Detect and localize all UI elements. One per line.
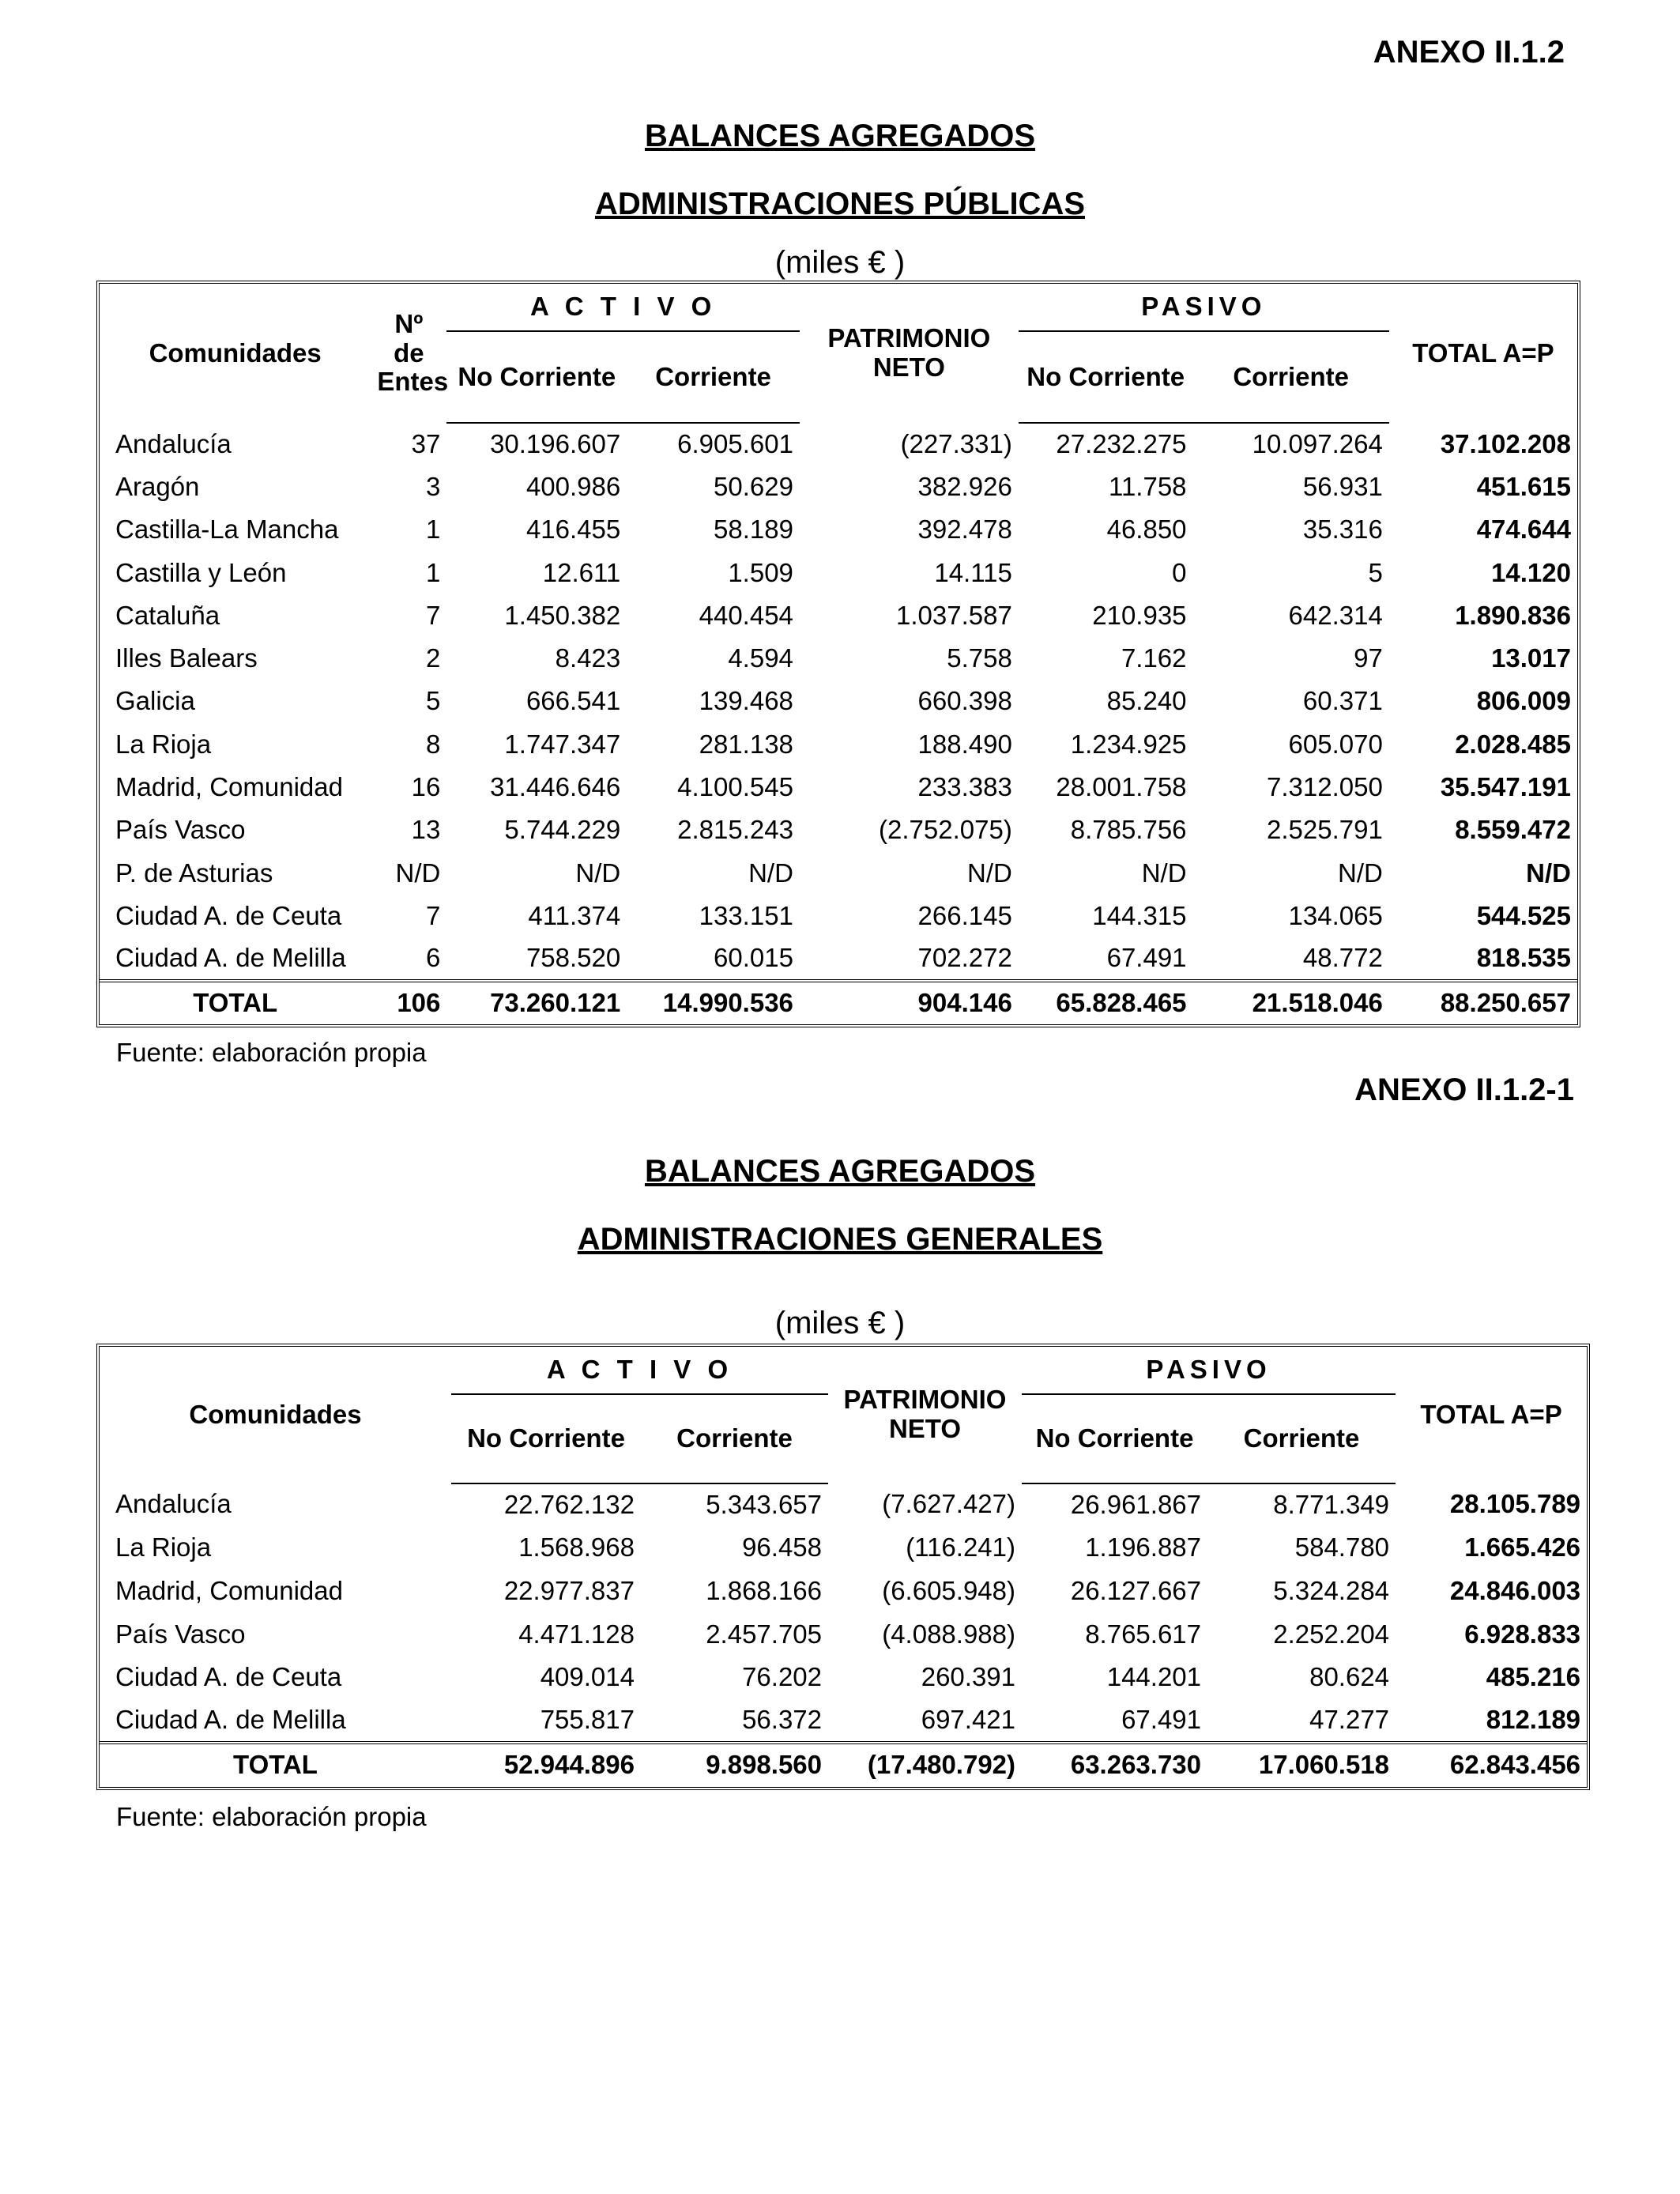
row-value-cell: 48.772 [1302,943,1383,973]
row-value-cell: 96.458 [742,1532,823,1563]
total-cell: 17.060.518 [1207,1743,1396,1787]
row-total-cell: 1.665.426 [1464,1532,1581,1563]
total-cell: 63.263.730 [1022,1743,1207,1787]
row-value-cell: 8.765.617 [1085,1619,1202,1649]
header-activo: A C T I V O [451,1347,828,1394]
row-value-cell: 133.151 [699,900,793,930]
table-row [100,594,1577,637]
row-value-cell: 16 [411,772,441,802]
row-value-cell: 1.509 [728,557,793,587]
table-row [100,938,1577,981]
row-value-cell: 7 [426,600,441,630]
header-activo: A C T I V O [446,284,800,331]
total-cell: 88.250.657 [1389,981,1577,1025]
row-total-cell: 6.928.833 [1464,1619,1581,1649]
row-community-name: Illes Balears [115,643,258,673]
title-balances-2: BALANCES AGREGADOS [644,1154,1036,1189]
row-value-cell: 10.097.264 [1252,429,1383,459]
header-comunidades: Comunidades [149,337,322,368]
row-value-cell: 382.926 [917,471,1012,501]
row-community-name: Castilla y León [115,557,287,587]
row-value-cell: (116.241) [906,1532,1016,1563]
row-value-cell: 67.491 [1121,1704,1202,1734]
row-value-cell: 6.905.601 [677,429,793,459]
row-community-name: La Rioja [115,729,212,759]
units-label-1: (miles € ) [774,245,906,280]
header-activo-corriente: Corriente [627,331,800,423]
row-total-cell: 35.547.191 [1440,772,1571,802]
table-row [100,1570,1587,1613]
row-value-cell: 400.986 [525,471,621,501]
table-row [100,423,1577,466]
row-value-cell: 1.234.925 [1070,729,1187,759]
row-value-cell: 1.568.968 [518,1532,635,1563]
row-value-cell: (227.331) [900,428,1012,458]
row-value-cell: 37 [411,428,441,458]
row-value-cell: 56.931 [1302,471,1383,501]
row-value-cell: 758.520 [525,943,621,973]
row-total-cell: 14.120 [1491,557,1571,587]
row-total-cell: 8.559.472 [1455,815,1571,845]
row-value-cell: 2 [426,643,441,673]
row-total-cell: 485.216 [1486,1662,1581,1692]
row-value-cell: 281.138 [699,729,793,759]
row-value-cell: 67.491 [1106,943,1187,973]
table-row [100,1613,1587,1657]
annex-label-1: ANEXO II.1.2 [1373,35,1565,70]
total-cell: 9.898.560 [641,1743,828,1787]
row-value-cell: 5.744.229 [504,815,621,845]
row-value-cell: 188.490 [917,729,1012,759]
row-value-cell: 2.252.204 [1273,1619,1390,1649]
row-community-name: Ciudad A. de Ceuta [115,900,342,930]
row-total-cell: 1.890.836 [1455,600,1571,630]
annex-label-2: ANEXO II.1.2-1 [1354,1072,1574,1107]
row-value-cell: 7.162 [1121,643,1187,673]
table-row [100,1483,1587,1527]
units-label-2: (miles € ) [774,1306,906,1340]
row-value-cell: 5.343.657 [706,1489,823,1519]
row-value-cell: 584.780 [1294,1532,1390,1563]
row-community-name: Aragón [115,471,200,501]
row-value-cell: 12.611 [542,557,621,587]
row-value-cell: 11.758 [1109,471,1187,501]
total-cell: 21.518.046 [1193,981,1389,1025]
row-total-cell: 818.535 [1476,943,1571,973]
row-value-cell: 1.747.347 [504,729,621,759]
header-total: TOTAL A=P [1412,337,1554,368]
table-row [100,1526,1587,1570]
row-value-cell: 139.468 [699,686,793,716]
table-total-row [100,1743,1587,1787]
table-row [100,723,1577,766]
row-value-cell: 702.272 [917,943,1012,973]
row-value-cell: 26.961.867 [1070,1489,1202,1519]
row-value-cell: 85.240 [1106,686,1187,716]
row-value-cell: 8.771.349 [1273,1489,1390,1519]
row-value-cell: 2.525.791 [1267,815,1383,845]
table-row [100,895,1577,937]
row-total-cell: 2.028.485 [1455,729,1571,759]
row-value-cell: 7.312.050 [1267,772,1383,802]
row-value-cell: 1 [426,515,441,545]
row-value-cell: 60.371 [1302,686,1383,716]
row-value-cell: 80.624 [1309,1662,1390,1692]
row-value-cell: 642.314 [1288,600,1383,630]
row-community-name: País Vasco [115,1619,246,1649]
header-entes: Nº de Entes [377,308,449,397]
row-community-name: La Rioja [115,1532,212,1563]
row-value-cell: 409.014 [540,1662,635,1692]
row-total-cell: 24.846.003 [1449,1575,1581,1605]
row-value-cell: 97 [1354,643,1383,673]
row-value-cell: 47.277 [1309,1704,1390,1734]
table-row [100,852,1577,895]
header-pasivo: PASIVO [1022,1347,1396,1394]
row-value-cell: 666.541 [525,686,621,716]
row-community-name: Andalucía [115,1489,232,1519]
row-value-cell: 31.446.646 [490,772,621,802]
header-patrimonio: PATRIMONIO NETO [843,1385,1007,1444]
row-total-cell: 451.615 [1476,471,1571,501]
row-community-name: País Vasco [115,815,246,845]
title-balances-1: BALANCES AGREGADOS [644,119,1036,153]
table-row [100,552,1577,594]
row-community-name: Castilla-La Mancha [115,515,339,545]
row-value-cell: 210.935 [1092,600,1187,630]
row-value-cell: 22.977.837 [503,1575,635,1605]
table-row [100,680,1577,723]
row-total-cell: 474.644 [1476,515,1571,545]
row-value-cell: (7.627.427) [882,1489,1016,1519]
row-value-cell: 1.037.587 [896,600,1012,630]
row-value-cell: 13 [411,815,441,845]
row-value-cell: 6 [426,943,441,973]
row-total-cell: 13.017 [1491,643,1571,673]
header-activo-no-corriente: No Corriente [446,331,627,423]
table-row [100,809,1577,852]
row-value-cell: 4.471.128 [518,1619,635,1649]
title-administraciones-publicas: ADMINISTRACIONES PÚBLICAS [594,187,1086,221]
row-value-cell: 1.196.887 [1085,1532,1202,1563]
header-pasivo-corriente: Corriente [1207,1394,1396,1483]
row-value-cell: 1.450.382 [504,600,621,630]
row-value-cell: 440.454 [699,600,793,630]
row-value-cell: 5 [426,686,441,716]
total-cell: (17.480.792) [828,1743,1022,1787]
row-value-cell: N/D [1338,858,1383,888]
row-value-cell: (4.088.988) [882,1619,1016,1649]
row-community-name: Cataluña [115,600,220,630]
row-value-cell: (2.752.075) [879,815,1012,845]
table-row [100,637,1577,680]
table-row [100,509,1577,552]
row-value-cell: 0 [1172,557,1187,587]
total-cell: 14.990.536 [627,981,800,1025]
row-value-cell: 660.398 [917,686,1012,716]
row-value-cell: 50.629 [713,471,793,501]
row-value-cell: 697.421 [921,1704,1016,1734]
header-comunidades: Comunidades [189,1399,362,1429]
row-value-cell: 4.594 [728,643,793,673]
table-row [100,1656,1587,1699]
row-value-cell: N/D [1141,858,1187,888]
row-total-cell: 28.105.789 [1449,1489,1581,1519]
row-community-name: Andalucía [115,428,232,458]
row-value-cell: 755.817 [540,1704,635,1734]
row-value-cell: 1 [426,557,441,587]
row-value-cell: 56.372 [742,1704,823,1734]
row-value-cell: (6.605.948) [882,1575,1016,1605]
row-value-cell: 58.189 [713,515,793,545]
table-publicas-frame [96,281,1580,1027]
row-total-cell: 544.525 [1476,900,1571,930]
row-total-cell: 812.189 [1486,1704,1581,1734]
total-cell: 62.843.456 [1396,1743,1587,1787]
row-community-name: Ciudad A. de Melilla [115,943,346,973]
row-total-cell: N/D [1526,858,1571,888]
row-value-cell: 26.127.667 [1070,1575,1202,1605]
row-value-cell: N/D [395,858,441,888]
row-community-name: Galicia [115,686,195,716]
table-administraciones-generales [100,1347,1587,1787]
row-total-cell: 37.102.208 [1440,428,1571,458]
row-value-cell: 144.315 [1092,900,1187,930]
row-value-cell: 392.478 [917,515,1012,545]
row-value-cell: 3 [426,471,441,501]
row-value-cell: 4.100.545 [677,772,793,802]
row-value-cell: 14.115 [934,557,1012,587]
row-value-cell: 5 [1368,557,1383,587]
table-row [100,766,1577,809]
table-row [100,466,1577,508]
source-note-1: Fuente: elaboración propia [116,1038,427,1067]
row-value-cell: 5.324.284 [1273,1575,1390,1605]
row-value-cell: 416.455 [525,515,621,545]
row-value-cell: 30.196.607 [490,429,621,459]
row-value-cell: 46.850 [1106,515,1187,545]
row-value-cell: 2.815.243 [677,815,793,845]
row-total-cell: 806.009 [1476,686,1571,716]
total-cell: 52.944.896 [451,1743,641,1787]
row-community-name: Madrid, Comunidad [115,772,343,802]
row-community-name: Ciudad A. de Melilla [115,1704,346,1734]
row-value-cell: 233.383 [917,772,1012,802]
row-value-cell: 266.145 [917,900,1012,930]
total-cell: 904.146 [800,981,1019,1025]
header-total: TOTAL A=P [1420,1399,1562,1429]
row-value-cell: 35.316 [1302,515,1383,545]
row-value-cell: 1.868.166 [706,1575,823,1605]
row-value-cell: 76.202 [742,1662,823,1692]
row-value-cell: 7 [426,900,441,930]
row-value-cell: N/D [966,858,1012,888]
row-value-cell: 8.423 [555,643,621,673]
row-community-name: P. de Asturias [115,858,273,888]
source-note-2: Fuente: elaboración propia [116,1802,427,1831]
row-value-cell: 605.070 [1288,729,1383,759]
header-pasivo-no-corriente: No Corriente [1019,331,1193,423]
row-value-cell: 22.762.132 [503,1489,635,1519]
row-value-cell: N/D [748,858,793,888]
header-patrimonio: PATRIMONIO NETO [827,323,991,382]
total-label: TOTAL [100,1743,451,1787]
row-community-name: Ciudad A. de Ceuta [115,1662,342,1692]
row-value-cell: 260.391 [921,1662,1016,1692]
total-label: TOTAL [100,981,371,1025]
row-value-cell: 5.758 [947,643,1012,673]
total-cell: 106 [371,981,446,1025]
row-value-cell: 8.785.756 [1070,815,1187,845]
row-value-cell: 8 [426,729,441,759]
row-value-cell: 144.201 [1106,1662,1202,1692]
row-community-name: Madrid, Comunidad [115,1575,343,1605]
table-total-row [100,981,1577,1025]
header-pasivo-no-corriente: No Corriente [1022,1394,1207,1483]
table-generales-frame [96,1344,1590,1790]
total-cell: 65.828.465 [1019,981,1193,1025]
title-administraciones-generales: ADMINISTRACIONES GENERALES [577,1222,1103,1257]
row-value-cell: 28.001.758 [1056,772,1187,802]
header-pasivo-corriente: Corriente [1193,331,1389,423]
row-value-cell: N/D [575,858,621,888]
header-activo-no-corriente: No Corriente [451,1394,641,1483]
row-value-cell: 134.065 [1288,900,1383,930]
row-value-cell: 60.015 [713,943,793,973]
header-pasivo: PASIVO [1019,284,1389,331]
header-activo-corriente: Corriente [641,1394,828,1483]
row-value-cell: 411.374 [528,900,621,930]
total-cell: 73.260.121 [446,981,627,1025]
table-administraciones-publicas [100,284,1577,1025]
row-value-cell: 2.457.705 [706,1619,823,1649]
table-row [100,1699,1587,1743]
row-value-cell: 27.232.275 [1056,429,1187,459]
